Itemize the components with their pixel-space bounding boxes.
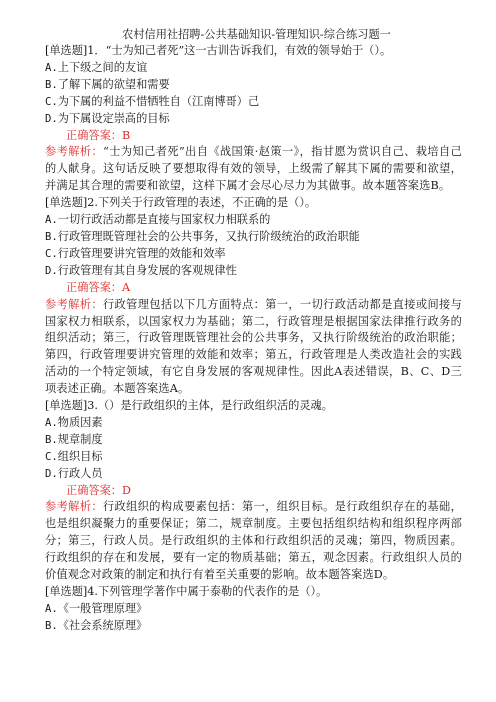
analysis (45, 297, 462, 398)
correct-answer (45, 483, 462, 500)
answer-label: 正确答案： (66, 280, 122, 294)
option-a (45, 601, 462, 618)
option-letter: D. (45, 112, 58, 125)
option-letter: A. (45, 416, 58, 429)
option-text: 行政人员 (57, 466, 103, 480)
answer-value: A (121, 280, 131, 294)
question-stem: [单选题]3.（）是行政组织的主体，是行政组织活的灵魂。 (45, 399, 333, 413)
option-letter: C. (45, 450, 58, 463)
answer-label: 正确答案： (66, 128, 122, 142)
option-a (45, 212, 462, 229)
option-letter: C. (45, 247, 58, 260)
option-b (45, 618, 462, 635)
question-stem: [单选题]1．“士为知己者死”这一古训告诉我们，有效的领导始于（）。 (45, 44, 392, 57)
option-a (45, 415, 462, 432)
option-d (45, 466, 462, 483)
option-text: 规章制度 (57, 432, 103, 446)
option-letter: C. (45, 95, 58, 108)
option-b (45, 77, 462, 94)
analysis-text: “士为知己者死”出自《战国策·赵策一》，指甘愿为赏识自己、栽培自己的人献身。这句话反映了要想取得有效的领导，上级需了解其下属的需要和欲望，并满足其合理的需要和欲望，这样下属才会尽心尽力为其做事。故本题答案选B。 (45, 145, 462, 193)
option-c (45, 246, 462, 263)
analysis (45, 144, 462, 195)
document-title: 农村信用社招聘-公共基础知识-管理知识-综合练习题一 (122, 28, 391, 41)
correct-answer (45, 128, 462, 145)
option-letter: B. (45, 230, 58, 243)
option-b (45, 229, 462, 246)
option-text: 行政管理既管理社会的公共事务，又执行阶级统治的政治职能 (57, 229, 360, 243)
option-text: 行政管理有其自身发展的客观规律性 (57, 263, 237, 277)
option-text: 行政管理要讲究管理的效能和效率 (57, 246, 226, 260)
option-text: 《一般管理原理》 (57, 601, 148, 615)
question-4 (45, 584, 462, 635)
question-1 (45, 43, 462, 195)
option-text: 物质因素 (57, 415, 103, 429)
option-letter: B. (45, 78, 58, 91)
question-3 (45, 398, 462, 584)
option-text: 《社会系统原理》 (57, 618, 148, 632)
correct-answer (45, 280, 462, 297)
question-stem: [单选题]2.下列关于行政管理的表述，不正确的是（）。 (45, 196, 317, 210)
option-d (45, 263, 462, 280)
option-c (45, 94, 462, 111)
analysis-text: 行政组织的构成要素包括：第一，组织目标。是行政组织存在的基础，也是组织凝聚力的重要保证；第二，规章制度。主要包括组织结构和组织程序两部分；第三，行政人员。是行政组织的主体和行政组织活的灵魂；第四，物质因素。行政组织的存在和发展，要有一定的物质基础；第五，观念因素。行政组织人员的价值观念对政策的制定和执行有着至关重要的影响。故本题答案选D。 (45, 500, 462, 582)
option-letter: B. (45, 619, 58, 632)
answer-value: D (121, 483, 131, 497)
option-text: 了解下属的欲望和需要 (57, 77, 170, 91)
option-letter: D. (45, 467, 58, 480)
option-letter: A. (45, 61, 58, 74)
option-text: 组织目标 (57, 449, 103, 463)
option-text: 为下属设定崇高的目标 (57, 111, 170, 125)
option-text: 一切行政活动都是直接与国家权力相联系的 (57, 213, 271, 227)
analysis-label: 参考解析： (45, 500, 103, 514)
analysis-text: 行政管理包括以下几方面特点：第一，一切行政活动都是直接或间接与国家权力相联系，以国家权力为基础；第二，行政管理是根据国家法律推行政务的组织活动；第三，行政管理既管理社会的公共事务，又执行阶级统治的政治职能；第四，行政管理要讲究管理的效能和效率；第五，行政管理是人类改造社会的实践活动的一个特定领域，有它自身发展的客观规律性。因此A表述错误，B、C、D三项表述正确。本题答案选A。 (45, 297, 462, 396)
analysis (45, 499, 462, 584)
option-c (45, 449, 462, 466)
option-letter: D. (45, 264, 58, 277)
question-2 (45, 195, 462, 398)
question-stem: [单选题]4.下列管理学著作中属于泰勒的代表作的是（）。 (45, 585, 328, 598)
analysis-label: 参考解析： (45, 297, 103, 311)
answer-label: 正确答案： (66, 483, 122, 497)
option-letter: A. (45, 214, 58, 227)
option-b (45, 432, 462, 449)
option-letter: A. (45, 602, 58, 615)
option-letter: B. (45, 433, 58, 446)
option-d (45, 111, 462, 128)
answer-value: B (121, 128, 131, 142)
analysis-label: 参考解析： (45, 145, 104, 159)
option-text: 为下属的利益不惜牺牲自（江南博哥）己 (57, 94, 260, 108)
option-text: 上下级之间的友谊 (57, 60, 148, 74)
option-a (45, 60, 462, 77)
